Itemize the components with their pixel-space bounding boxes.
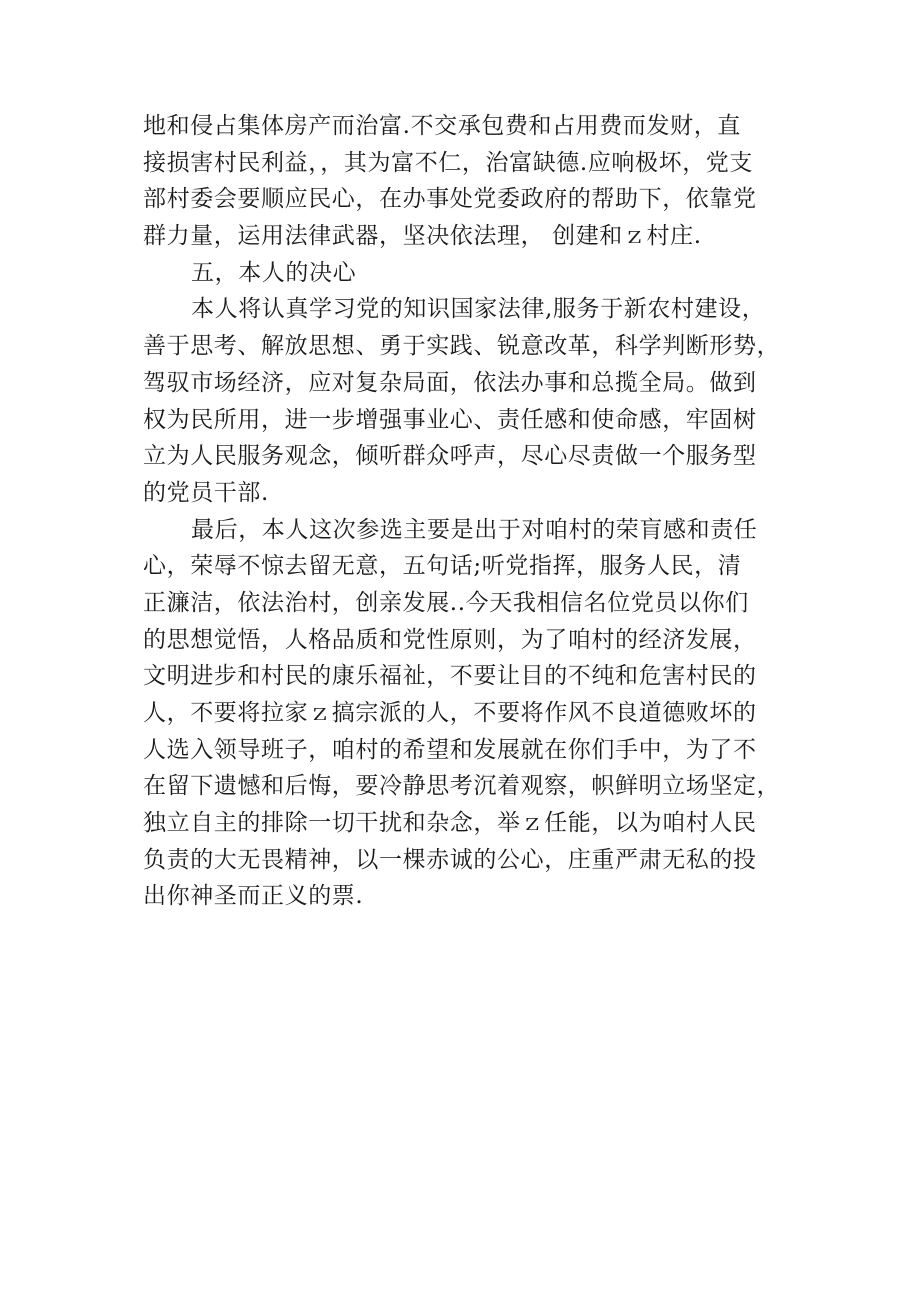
text-line: 的思想觉悟，人格品质和党性原则，为了咱村的经济发展， [143, 626, 757, 653]
text-line: 的党员干部. [143, 479, 269, 506]
text-line: 在留下遗憾和后悔，要冷静思考沉着观察，帜鲜明立场坚定， [143, 773, 781, 800]
paragraph-resolve [143, 291, 788, 511]
text-line: 负责的大无畏精神，以一棵赤诚的公心，庄重严肃无私的投 [143, 846, 757, 873]
text-line: 本人将认真学习党的知识国家法律,服务于新农村建设， [191, 296, 766, 323]
text-line: 权为民所用，进一步增强事业心、责任感和使命感，牢固树 [143, 406, 757, 433]
text-line: 驾驭市场经济，应对复杂局面，依法办事和总揽全局。做到 [143, 369, 757, 396]
text-line: 人选入领导班子，咱村的希望和发展就在你们手中，为了不 [143, 736, 757, 763]
text-line: 出你神圣而正义的票. [143, 883, 364, 910]
text-line: 接损害村民利益，，其为富不仁，治富缺德.应响极坏，党支 [143, 149, 754, 176]
text-line: 部村委会要顺应民心，在办事处党委政府的帮助下，依靠党 [143, 186, 757, 213]
paragraph-continuation [143, 108, 788, 255]
text-line: 善于思考、解放思想、勇于实践、锐意改革，科学判断形势， [143, 333, 781, 360]
text-line: 正濂洁，依法治村，创亲发展..今天我相信名位党员以你们 [143, 589, 749, 616]
paragraph-final [143, 512, 788, 916]
section-heading: 五，本人的决心 [191, 259, 357, 286]
text-line: 最后，本人这次参选主要是出于对咱村的荣肓感和责任 [191, 516, 758, 543]
text-line: 心，荣辱不惊去留无意，五句话;听党指挥，服务人民，清 [143, 553, 742, 580]
text-line: 文明进步和村民的康乐福祉，不要让目的不纯和危害村民的 [143, 663, 757, 690]
text-line: 立为人民服务观念，倾听群众呼声，尽心尽责做一个服务型 [143, 443, 757, 470]
text-line: 地和侵占集体房产而治富.不交承包费和占用费而发财，直 [143, 113, 741, 139]
text-line: 独立自主的排除一切干扰和杂念，举ｚ任能，以为咱村人民 [143, 810, 757, 837]
text-line: 人，不要将拉家ｚ搞宗派的人，不要将作风不良道德败坏的 [143, 700, 757, 726]
text-line: 群力量，运用法律武器，坚决依法理， 创建和ｚ村庄. [143, 223, 702, 250]
document-body [143, 108, 788, 915]
